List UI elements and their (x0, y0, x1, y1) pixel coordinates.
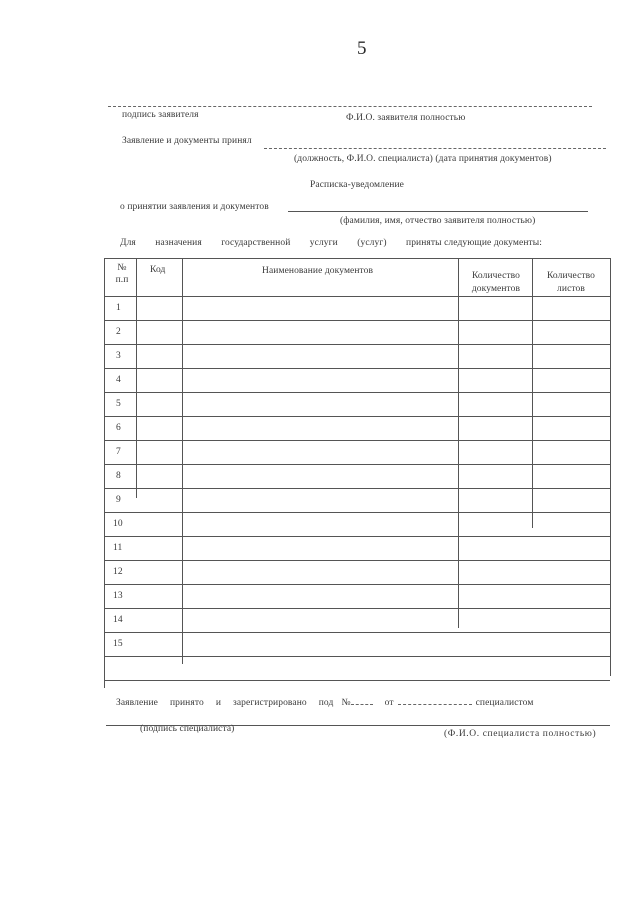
acceptance-caption: (должность, Ф.И.О. специалиста) (дата принятия документов) (294, 154, 552, 164)
specialist-name-caption: (Ф.И.О. специалиста полностью) (444, 729, 597, 739)
registration-word: под (318, 698, 334, 708)
row-divider (104, 608, 610, 609)
specialist-signature-caption: (подпись специалиста) (140, 724, 235, 734)
row-number: 2 (116, 327, 121, 337)
intro-word: Для (120, 238, 136, 248)
row-number: 13 (113, 591, 123, 601)
applicant-signature-label: подпись заявителя (122, 110, 199, 120)
row-divider (104, 632, 610, 633)
registration-word: Заявление (116, 698, 158, 708)
row-divider (104, 536, 610, 537)
intro-word: (услуг) (357, 238, 387, 248)
row-number: 15 (113, 639, 123, 649)
header-name: Наименование документов (262, 266, 374, 276)
row-divider (104, 656, 610, 657)
row-number: 10 (113, 519, 123, 529)
header-doc-count: Количество документов (471, 271, 521, 294)
receipt-text: о принятии заявления и документов (120, 202, 269, 212)
row-divider (104, 680, 610, 681)
row-divider (104, 344, 610, 345)
row-divider (104, 512, 610, 513)
table-left-border (104, 258, 105, 688)
table-top-border (104, 258, 610, 259)
row-number: 8 (116, 471, 121, 481)
registration-word: № (341, 698, 351, 708)
receipt-title: Расписка-уведомление (310, 180, 404, 190)
header-num: № п.п (115, 263, 129, 285)
header-sheet-count: Количество листов (546, 271, 596, 294)
row-number: 9 (116, 495, 121, 505)
row-divider (104, 440, 610, 441)
receipt-caption: (фамилия, имя, отчество заявителя полностью) (340, 216, 536, 226)
row-number: 11 (113, 543, 123, 553)
column-divider (458, 258, 459, 628)
registration-word: от (384, 698, 394, 708)
row-number: 12 (113, 567, 123, 577)
row-divider (104, 584, 610, 585)
row-number: 5 (116, 399, 121, 409)
row-divider (104, 320, 610, 321)
row-divider (104, 368, 610, 369)
page-number: 5 (357, 38, 367, 59)
row-divider (104, 488, 610, 489)
registration-sentence (116, 698, 586, 708)
registration-word: зарегистрировано (233, 698, 307, 708)
row-number: 7 (116, 447, 121, 457)
registration-word: специалистом (475, 698, 534, 708)
row-divider (104, 464, 610, 465)
row-divider (104, 392, 610, 393)
applicant-name-label: Ф.И.О. заявителя полностью (346, 113, 466, 123)
table-header-border (104, 296, 610, 297)
row-number: 14 (113, 615, 123, 625)
registration-word: и (215, 698, 221, 708)
column-divider (182, 258, 183, 664)
table-right-border (610, 258, 611, 676)
header-code: Код (150, 265, 166, 275)
intro-word: услуги (309, 238, 338, 248)
intro-word: приняты следующие документы: (406, 238, 542, 248)
row-divider (104, 560, 610, 561)
acceptance-text: Заявление и документы принял (122, 136, 252, 146)
row-divider (104, 416, 610, 417)
row-number: 3 (116, 351, 121, 361)
row-number: 6 (116, 423, 121, 433)
registration-word: принято (169, 698, 204, 708)
intro-word: государственной (221, 238, 291, 248)
column-divider (136, 258, 137, 498)
row-number: 1 (116, 303, 121, 313)
intro-word: назначения (155, 238, 202, 248)
row-number: 4 (116, 375, 121, 385)
